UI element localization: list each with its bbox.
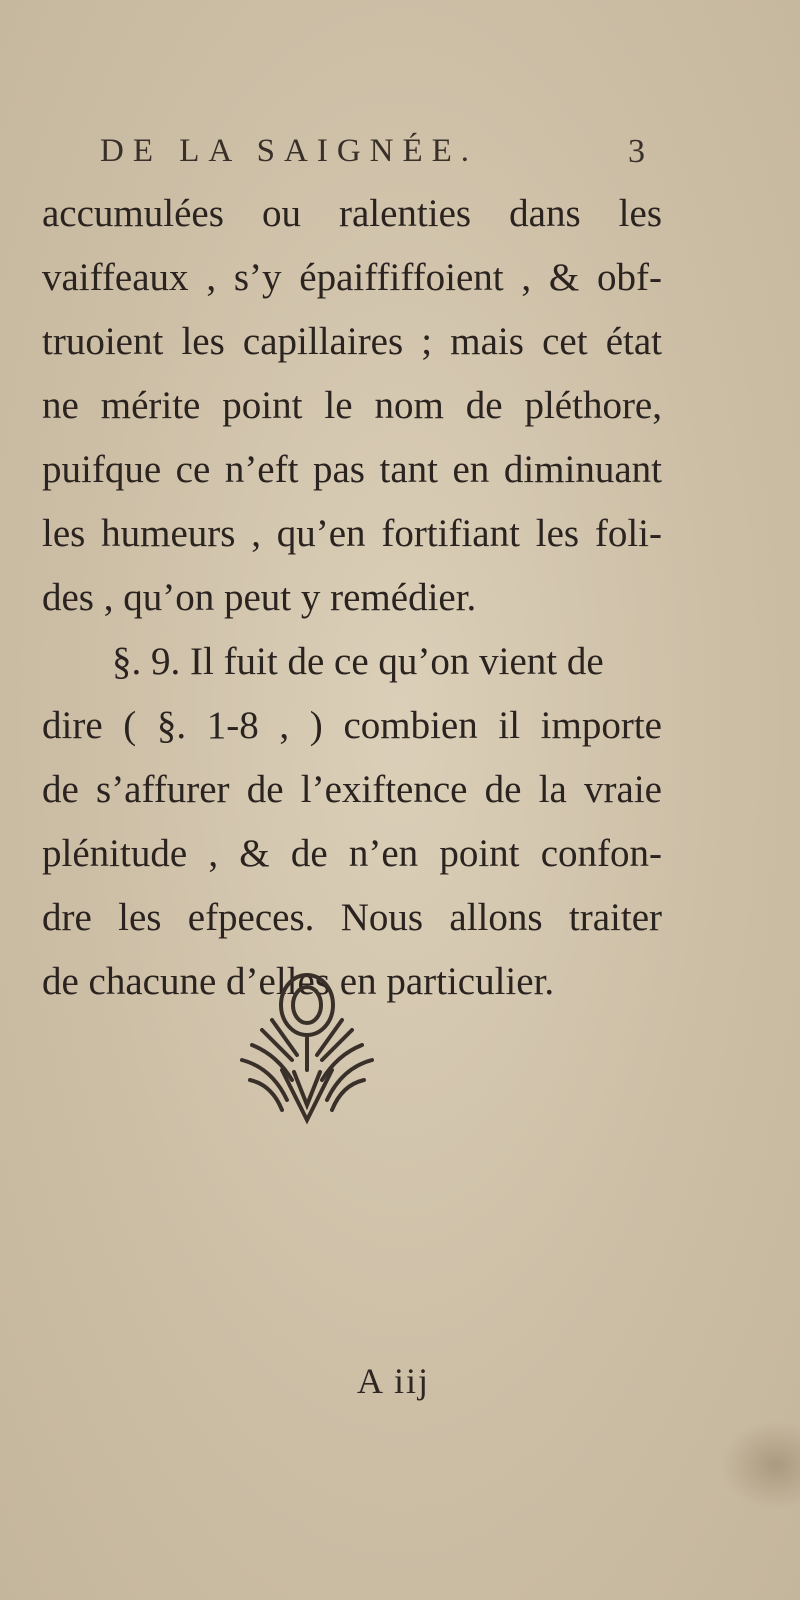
body-text xyxy=(42,182,662,1014)
page-number: 3 xyxy=(628,133,654,170)
text-line: truoient les capillaires ; mais cet état xyxy=(42,320,662,363)
text-line: dire ( §. 1-8 , ) combien il importe xyxy=(42,704,662,747)
running-title: DE LA SAIGNÉE. xyxy=(100,133,479,169)
paper-stain xyxy=(720,1420,800,1510)
text-line: de chacune d’elles en particulier. xyxy=(42,960,555,1003)
fleuron-ornament-icon xyxy=(232,960,382,1140)
paragraph-start-line: §. 9. Il fuit de ce qu’on vient de xyxy=(112,640,604,683)
text-line: puifque ce n’eft pas tant en diminuant xyxy=(42,448,662,491)
text-line: ne mérite point le nom de pléthore, xyxy=(42,384,662,427)
signature-mark: A iij xyxy=(357,1361,431,1401)
text-line: dre les efpeces. Nous allons traiter xyxy=(42,896,662,939)
text-line: plénitude , & de n’en point confon- xyxy=(42,832,662,875)
text-line: des , qu’on peut y remédier. xyxy=(42,576,477,619)
text-line: de s’affurer de l’exiftence de la vraie xyxy=(42,768,662,811)
text-line: les humeurs , qu’en fortifiant les foli- xyxy=(42,512,662,555)
text-line: vaiffeaux , s’y épaiffiffoient , & obf- xyxy=(42,256,662,299)
page-header xyxy=(100,133,660,183)
text-line: accumulées ou ralenties dans les xyxy=(42,192,662,235)
